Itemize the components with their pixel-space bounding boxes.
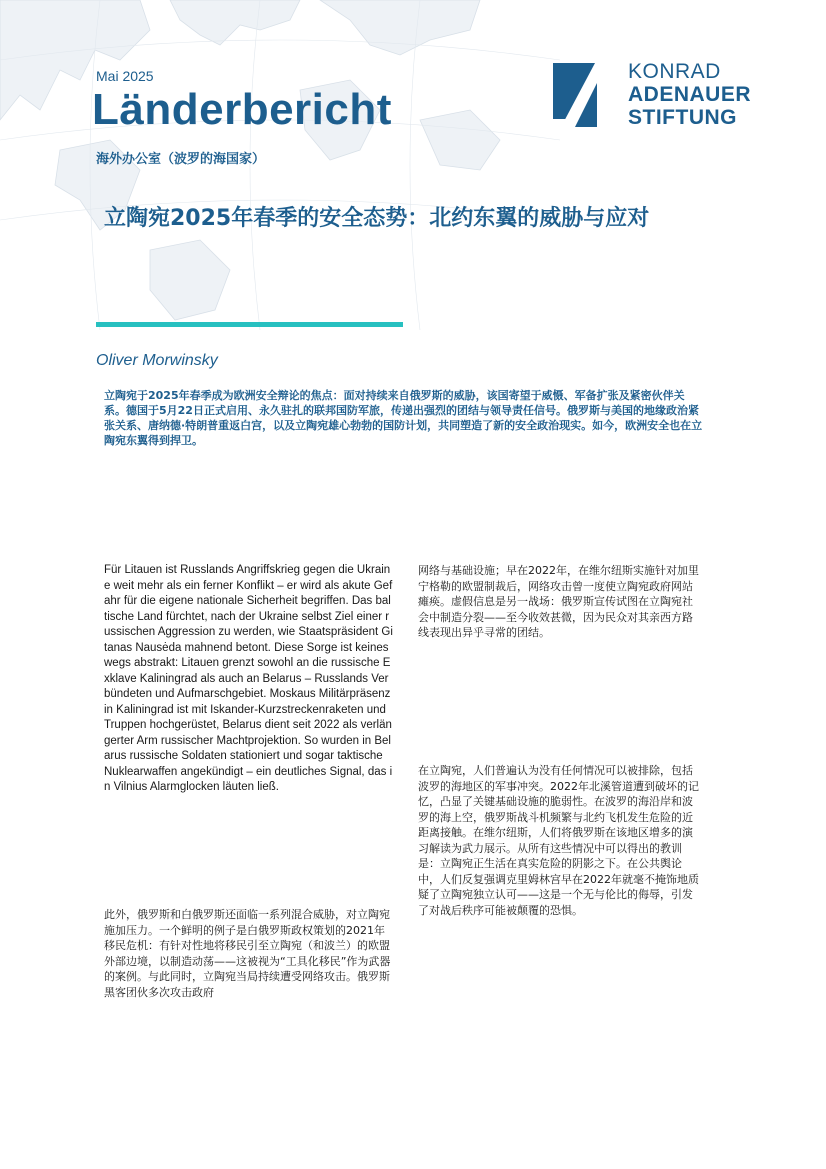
abstract-text: 立陶宛于2025年春季成为欧洲安全辩论的焦点：面对持续来自俄罗斯的威胁，该国寄望于威慑、军备扩张及紧密伙伴关系。德国于5月22日正式启用、永久驻扎的联邦国防军旅，传递出强烈的团结与领导责任信号。俄罗斯与美国的地缘政治紧张关系、唐纳德·特朗普重返白宫，以及立陶宛雄心勃勃的国防计划，共同塑造了新的安全政治现实。如今，欧洲安全也在立陶宛东翼得到捍卫。 (104, 389, 703, 447)
left-column-paragraph-2: 此外，俄罗斯和白俄罗斯还面临一系列混合威胁，对立陶宛施加压力。一个鲜明的例子是白俄罗斯政权策划的2021年移民危机：有针对性地将移民引至立陶宛（和波兰）的欧盟外部边境，以制造动荡——这被视为“工具化移民”作为武器的案例。与此同时，立陶宛当局持续遭受网络攻击。俄罗斯黑客团伙多次攻击政府 (104, 908, 391, 999)
author-name: Oliver Morwinsky (96, 352, 218, 369)
left-column-paragraph-1: Für Litauen ist Russlands Angriffskrieg gegen die Ukraine weit mehr als ein ferner Konflikt – er wird als akute Gefahr für die eigene nationale Sicherheit begriffen. Das baltische Land fürchtet, nach der Ukraine selbst Ziel einer russischen Aggression zu werden, wie Staatspräsident Gitanas Nausėda mahnend betont. Diese Sorge ist keineswegs abstrakt: Litauen grenzt sowohl an die russische Exklave Kaliningrad als auch an Belarus – Russlands Verbündeten und Aufmarschgebiet. Moskaus Militärpräsenz in Kaliningrad ist mit Iskander-Kurzstreckenraketen und Truppen hochgerüstet, Belarus dient seit 2022 als verlängerter Arm russischer Machtprojektion. So wurden in Belarus russische Soldaten stationiert und sogar taktische Nuklearwaffen angekündigt – ein deutliches Signal, das in Vilnius Alarmglocken läuten ließ. (104, 564, 393, 793)
kas-logo-icon (553, 63, 615, 127)
world-map-background (0, 0, 560, 330)
right-column-paragraph-2: 在立陶宛，人们普遍认为没有任何情况可以被排除，包括波罗的海地区的军事冲突。2022年北溪管道遭到破坏的记忆，凸显了关键基础设施的脆弱性。在波罗的海沿岸和波罗的海上空，俄罗斯战斗机频繁与北约飞机发生危险的近距离接触。在维尔纽斯，人们将俄罗斯在该地区增多的演习解读为武力展示。从所有这些情况中可以得出的教训是：立陶宛正生活在真实危险的阴影之下。在公共舆论中，人们反复强调克里姆林宫早在2022年就毫不掩饰地质疑了立陶宛独立认可——这是一个无与伦比的侮辱，引发了对战后秩序可能被颠覆的恐惧。 (418, 764, 699, 917)
report-date: Mai 2025 (96, 68, 154, 84)
office-label: 海外办公室（波罗的海国家） (96, 152, 266, 167)
logo-line-2: ADENAUER (628, 83, 752, 106)
title-divider (96, 322, 403, 327)
kas-logo-text (628, 60, 751, 129)
logo-line-3: STIFTUNG (628, 106, 737, 129)
right-column-paragraph-1: 网络与基础设施；早在2022年，在维尔纽斯实施针对加里宁格勒的欧盟制裁后，网络攻击曾一度使立陶宛政府网站瘫痪。虚假信息是另一战场：俄罗斯宣传试图在立陶宛社会中制造分裂——至今收效甚微，因为民众对其亲西方路线表现出异乎寻常的团结。 (418, 564, 699, 639)
document-title: 立陶宛2025年春季的安全态势：北约东翼的威胁与应对 (104, 206, 650, 231)
report-series-title: Länderbericht (92, 85, 392, 134)
logo-line-1: KONRAD (628, 60, 721, 83)
